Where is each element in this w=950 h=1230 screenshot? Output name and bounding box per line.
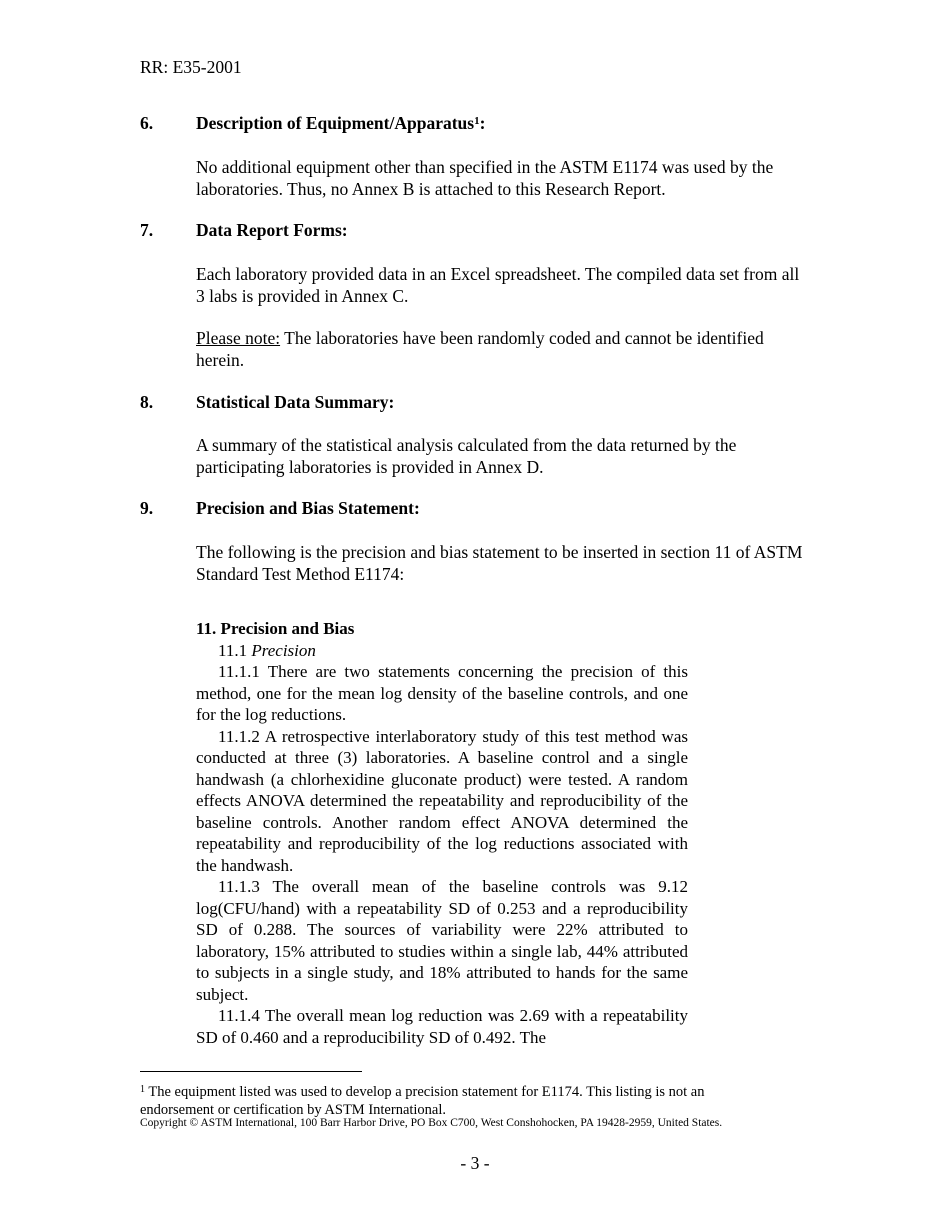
section-number: 7.: [140, 220, 154, 240]
footnote-marker: 1: [140, 1084, 145, 1095]
footnote-text: The equipment listed was used to develop a precision statement for E1174. This listing is not an endorsement or certification by ASTM International.: [140, 1084, 705, 1118]
section-title: Description of Equipment/Apparatus: [196, 113, 475, 133]
statement-paragraph: 11.1.4 The overall mean log reduction was 2.69 with a repeatability SD of 0.460 and a reproducibility SD of 0.492. The: [196, 1006, 688, 1047]
statement-paragraph: 11.1.1 There are two statements concerning the precision of this method, one for the mean log density of the baseline controls, and one for the log reductions.: [196, 662, 688, 724]
statement-title: 11. Precision and Bias: [196, 619, 355, 638]
section-number: 9.: [140, 498, 154, 518]
section-9-paragraph: The following is the precision and bias statement to be inserted in section 11 of ASTM Standard Test Method E1174:: [196, 542, 803, 584]
statement-subheading: [196, 640, 688, 662]
section-8-paragraph: A summary of the statistical analysis calculated from the data returned by the participating laboratories is provided in Annex D.: [196, 435, 737, 477]
section-title: Precision and Bias Statement:: [196, 498, 420, 518]
section-number: 6.: [140, 113, 154, 133]
section-6-heading: [140, 113, 485, 134]
section-title: Statistical Data Summary:: [196, 392, 395, 412]
section-title: Data Report Forms:: [196, 220, 348, 240]
section-8-heading: [140, 392, 394, 413]
statement-paragraph: 11.1.2 A retrospective interlaboratory study of this test method was conducted at three (3) laboratories. A baseline control and a single handwash (a chlorhexidine gluconate product) were tested. A random effects ANOVA determined the repeatability and reproducibility of the baseline controls. Another random effect ANOVA determined the repeatability and reproducibility of the log reductions associated with the handwash.: [196, 726, 688, 875]
statement-paragraph: 11.1.3 The overall mean of the baseline controls was 9.12 log(CFU/hand) with a repeatability SD of 0.253 and a reproducibility SD of 0.288. The sources of variability were 22% attributed to laboratory, 15% attributed to studies within a single lab, 44% attributed to subjects in a single study, and 18% attributed to hands for the same subject.: [196, 877, 688, 1004]
section-9-heading: [140, 498, 420, 519]
report-id-header: RR: E35-2001: [140, 57, 242, 77]
section-7-paragraph: Each laboratory provided data in an Excel spreadsheet. The compiled data set from all 3 labs is provided in Annex C.: [196, 264, 800, 306]
subheading-number: 11.1: [218, 640, 252, 660]
section-7-note: [196, 327, 806, 371]
subheading-title: Precision: [251, 640, 316, 660]
section-6-paragraph: No additional equipment other than specified in the ASTM E1174 was used by the laboratories. Thus, no Annex B is attached to this Research Report.: [196, 157, 774, 199]
note-text: The laboratories have been randomly coded and cannot be identified herein.: [196, 328, 764, 370]
footnote: [140, 1081, 780, 1119]
note-label: Please note:: [196, 328, 281, 348]
footnote-divider: [140, 1071, 362, 1072]
copyright-notice: Copyright © ASTM International, 100 Barr Harbor Drive, PO Box C700, West Conshohocken, PA 19428-2959, United States.: [140, 1117, 723, 1129]
section-number: 8.: [140, 392, 154, 412]
footnote-reference: 1: [474, 115, 480, 127]
section-7-heading: [140, 220, 348, 241]
page-number: - 3 -: [460, 1153, 490, 1173]
precision-bias-statement: [196, 618, 688, 1048]
section-title-suffix: :: [479, 113, 486, 133]
